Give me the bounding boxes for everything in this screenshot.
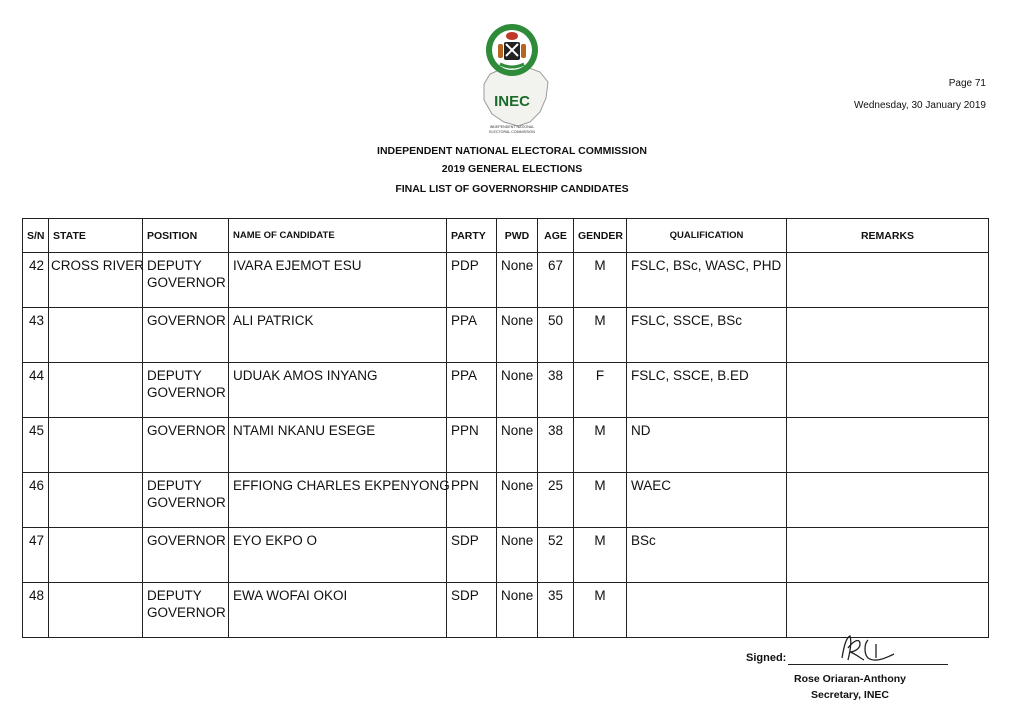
cell-position: DEPUTY GOVERNOR — [143, 253, 229, 308]
cell-position: GOVERNOR — [143, 418, 229, 473]
cell-gender: M — [574, 528, 627, 583]
cell-gender: F — [574, 363, 627, 418]
table-row — [23, 528, 989, 583]
commission-title: INDEPENDENT NATIONAL ELECTORAL COMMISSION — [377, 145, 647, 157]
inec-logo-text: INEC — [494, 93, 530, 110]
cell-position: GOVERNOR — [143, 528, 229, 583]
cell-remarks — [787, 363, 989, 418]
signer-name: Rose Oriaran-Anthony — [793, 673, 906, 685]
cell-party: PPA — [447, 363, 497, 418]
cell-age: 25 — [538, 473, 574, 528]
cell-state — [49, 308, 143, 363]
cell-sn: 44 — [23, 363, 49, 418]
cell-age: 50 — [538, 308, 574, 363]
cell-age: 35 — [538, 583, 574, 638]
cell-name: IVARA EJEMOT ESU — [229, 253, 447, 308]
document-headings — [0, 142, 1024, 198]
cell-state — [49, 418, 143, 473]
signer-title: Secretary, INEC — [810, 689, 889, 701]
cell-qualification: FSLC, SSCE, BSc — [627, 308, 787, 363]
cell-remarks — [787, 418, 989, 473]
election-title: 2019 GENERAL ELECTIONS — [441, 163, 583, 175]
report-date: Wednesday, 30 January 2019 — [854, 100, 986, 111]
cell-sn: 42 — [23, 253, 49, 308]
table-row — [23, 363, 989, 418]
inec-logo — [474, 22, 554, 140]
cell-state — [49, 363, 143, 418]
cell-pwd: None — [497, 583, 538, 638]
cell-position: GOVERNOR — [143, 308, 229, 363]
cell-pwd: None — [497, 253, 538, 308]
cell-sn: 48 — [23, 583, 49, 638]
cell-pwd: None — [497, 363, 538, 418]
signed-label: Signed: — [746, 652, 787, 664]
cell-gender: M — [574, 583, 627, 638]
cell-pwd: None — [497, 473, 538, 528]
cell-qualification: FSLC, SSCE, B.ED — [627, 363, 787, 418]
cell-name: NTAMI NKANU ESEGE — [229, 418, 447, 473]
inec-logo-caption: INDEPENDENT NATIONAL — [489, 125, 535, 129]
table-header-row — [23, 219, 989, 253]
signer-info — [700, 671, 1000, 703]
cell-name: ALI PATRICK — [229, 308, 447, 363]
cell-sn: 45 — [23, 418, 49, 473]
table-row — [23, 308, 989, 363]
cell-remarks — [787, 528, 989, 583]
cell-state: CROSS RIVER — [49, 253, 143, 308]
cell-name: EYO EKPO O — [229, 528, 447, 583]
header-position: POSITION — [143, 219, 229, 253]
header-pwd: PWD — [497, 219, 538, 253]
cell-remarks — [787, 473, 989, 528]
cell-qualification: BSc — [627, 528, 787, 583]
cell-position: DEPUTY GOVERNOR — [143, 473, 229, 528]
cell-sn: 46 — [23, 473, 49, 528]
list-title: FINAL LIST OF GOVERNORSHIP CANDIDATES — [395, 183, 629, 195]
cell-sn: 47 — [23, 528, 49, 583]
cell-pwd: None — [497, 528, 538, 583]
cell-gender: M — [574, 308, 627, 363]
header-party: PARTY — [447, 219, 497, 253]
cell-state — [49, 583, 143, 638]
cell-gender: M — [574, 418, 627, 473]
cell-age: 38 — [538, 418, 574, 473]
cell-name: EWA WOFAI OKOI — [229, 583, 447, 638]
cell-name: EFFIONG CHARLES EKPENYONG — [229, 473, 447, 528]
cell-party: PPA — [447, 308, 497, 363]
cell-qualification: FSLC, BSc, WASC, PHD — [627, 253, 787, 308]
cell-party: SDP — [447, 583, 497, 638]
table-row — [23, 418, 989, 473]
header-gender: GENDER — [574, 219, 627, 253]
cell-age: 67 — [538, 253, 574, 308]
cell-age: 52 — [538, 528, 574, 583]
cell-party: SDP — [447, 528, 497, 583]
cell-party: PPN — [447, 418, 497, 473]
cell-name: UDUAK AMOS INYANG — [229, 363, 447, 418]
cell-gender: M — [574, 253, 627, 308]
header-age: AGE — [538, 219, 574, 253]
cell-position: DEPUTY GOVERNOR — [143, 583, 229, 638]
cell-age: 38 — [538, 363, 574, 418]
cell-qualification: ND — [627, 418, 787, 473]
cell-state — [49, 473, 143, 528]
cell-party: PPN — [447, 473, 497, 528]
table-row — [23, 473, 989, 528]
cell-qualification — [627, 583, 787, 638]
cell-sn: 43 — [23, 308, 49, 363]
page-info — [854, 73, 986, 117]
header-sn: S/N — [23, 219, 49, 253]
handwritten-signature — [838, 630, 898, 666]
cell-pwd: None — [497, 418, 538, 473]
header-state: STATE — [49, 219, 143, 253]
cell-party: PDP — [447, 253, 497, 308]
header-qualification: QUALIFICATION — [627, 219, 787, 253]
cell-pwd: None — [497, 308, 538, 363]
cell-state — [49, 528, 143, 583]
svg-text:ELECTORAL COMMISSION: ELECTORAL COMMISSION — [489, 130, 535, 134]
cell-remarks — [787, 253, 989, 308]
cell-qualification: WAEC — [627, 473, 787, 528]
candidates-table — [22, 218, 989, 638]
cell-remarks — [787, 308, 989, 363]
header-remarks: REMARKS — [787, 219, 989, 253]
cell-position: DEPUTY GOVERNOR — [143, 363, 229, 418]
cell-gender: M — [574, 473, 627, 528]
header-name: NAME OF CANDIDATE — [229, 219, 447, 253]
signature-line — [788, 664, 948, 665]
page-number: Page 71 — [948, 78, 986, 89]
table-row — [23, 253, 989, 308]
